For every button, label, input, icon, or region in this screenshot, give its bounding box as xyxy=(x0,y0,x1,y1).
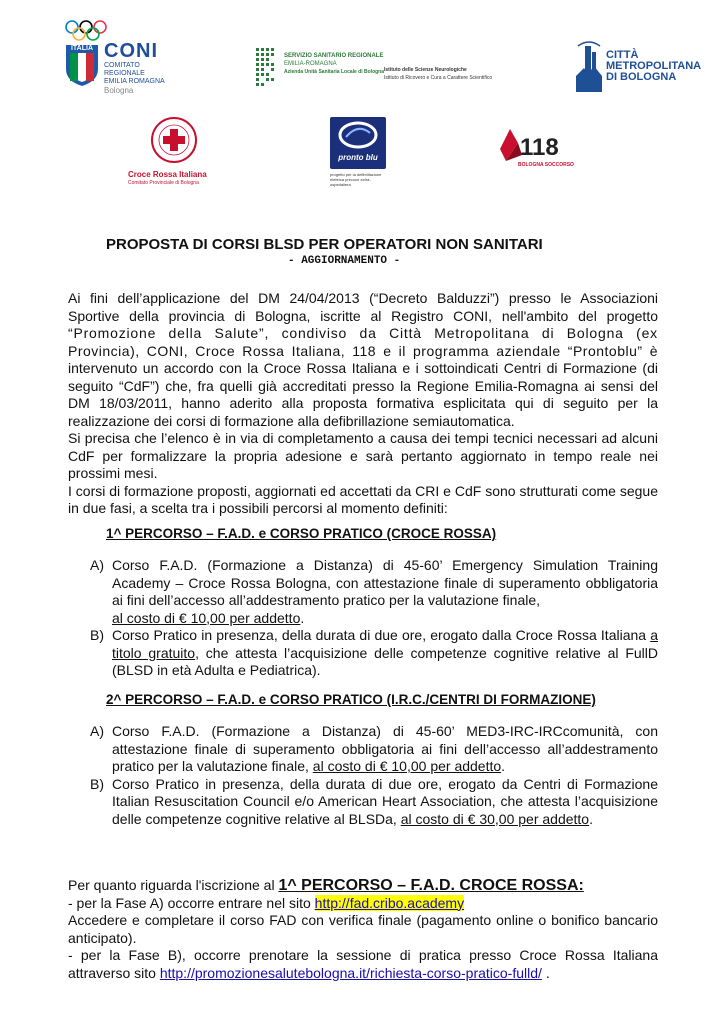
intro-line-4: Provincia), CONI, Croce Rossa Italiana, 118 e il programma aziendale “Prontoblu” è xyxy=(68,342,658,359)
fase-a-line: - per la Fase A) occorre entrare nel sito http://fad.cribo.academy xyxy=(68,894,465,911)
prontoblu-title: pronto blu xyxy=(338,153,378,162)
iscrizione-lead: Per quanto riguarda l'iscrizione al 1^ PERCORSO – F.A.D. CROCE ROSSA: xyxy=(68,877,584,894)
star-of-life-icon xyxy=(496,125,576,167)
tower-emblem-icon xyxy=(574,40,604,94)
list-item: A) Corso F.A.D. (Formazione a Distanza) di 45-60’ MED3-IRC-IRCcomunità, con attestazione finale di superamento obbligatoria ai fini dell’accesso all’addestramento pratico per la valutazione finale, al costo di € 10,00 per addetto. xyxy=(90,723,658,774)
percorso1-list xyxy=(90,557,658,680)
list-label: B) xyxy=(90,775,104,792)
coni-subtitle: COMITATO REGIONALE EMILIA ROMAGNA xyxy=(104,62,165,85)
prontoblu-subtitle: progetto per la defibrillazione elettrica precoce extra-ospedaliera xyxy=(330,172,382,187)
coni-italia-label: ITALIA xyxy=(70,45,94,52)
prontoblu-swirl-icon xyxy=(330,117,386,153)
percorso2-list xyxy=(90,723,658,828)
e118-number: 118 xyxy=(520,134,559,161)
coni-wordmark: CONI xyxy=(104,40,158,62)
percorso2-a-text: Corso F.A.D. (Formazione a Distanza) di 45-60’ MED3-IRC-IRCcomunità, con attestazione finale di superamento obbligatoria ai fini dell’accesso all’addestramento pratico per la valutazione finale, xyxy=(112,723,658,774)
intro-p2: Si precisa che l’elenco è in via di completamento a causa dei tempi tecnici necessari ad alcuni CdF per formalizzare la propria adesione e sarà pertanto aggiornato in tempo reale nei prossimi mesi. xyxy=(68,430,658,481)
percorso2-b-cost: al costo di € 30,00 per addetto xyxy=(400,810,590,827)
cri-subtitle: Comitato Provinciale di Bologna xyxy=(128,180,199,186)
percorso1-b-text2: , che attesta l’acquisizione delle competenze cognitive relative al FullD (BLSD in età Adulta e Pediatrica). xyxy=(112,644,658,678)
red-cross-icon xyxy=(150,116,198,164)
percorso1-b-free: a titolo gratuito xyxy=(112,627,659,661)
citta-text: CITTÀ METROPOLITANA DI BOLOGNA xyxy=(606,49,702,83)
list-item xyxy=(90,627,658,680)
intro-line-3: “Promozione della Salute”, condiviso da Città Metropolitana di Bologna (ex xyxy=(68,325,658,341)
coni-city: Bologna xyxy=(104,86,134,95)
percorso2-b-text: Corso Pratico in presenza, della durata di due ore, erogato da Centri di Formazione Italian Resuscitation Council e/o American Heart Association, che attesta l’acquisizione delle competenze cognitive relative al BLSDa, xyxy=(112,775,658,827)
iscrizione-section xyxy=(68,877,658,982)
page-title: PROPOSTA DI CORSI BLSD PER OPERATORI NON SANITARI xyxy=(106,236,543,253)
list-label: A) xyxy=(90,723,104,739)
fase-b-line: - per la Fase B), occorre prenotare la sessione di pratica presso Croce Rossa Italiana attraverso sito http://promozionesalutebologna.it/richiesta-corso-pratico-fulld/ . xyxy=(68,947,658,981)
intro-paragraph xyxy=(68,290,658,518)
ins-text: Istituto delle Scienze Neurologiche Istituto di Ricovero e Cura a Carattere Scientifico xyxy=(384,67,493,81)
percorso1-b-text1: Corso Pratico in presenza, della durata di due ore, erogato dalla Croce Rossa Italiana xyxy=(112,627,647,643)
iscrizione-big: 1^ PERCORSO – F.A.D. CROCE ROSSA: xyxy=(278,877,584,894)
intro-p3: I corsi di formazione proposti, aggiornati ed accettati da CRI e CdF sono strutturati come segue in due fasi, a scelta tra i possibili percorsi al momento definiti: xyxy=(68,482,658,516)
list-item: A) Corso F.A.D. (Formazione a Distanza) di 45-60’ Emergency Simulation Training Academy – Croce Rossa Bologna, con attestazione finale di superamento obbligatoria ai fini dell’accesso all’addestramento pratico per la valutazione finale, al costo di € 10,00 per addetto. xyxy=(90,557,658,626)
percorso1-heading: 1^ PERCORSO – F.A.D. e CORSO PRATICO (CROCE ROSSA) xyxy=(106,526,497,541)
list-label: B) xyxy=(90,627,104,643)
e118-subtitle: BOLOGNA SOCCORSO xyxy=(518,162,574,168)
intro-rest: intervenuto un accordo con la Croce Rossa Italiana e i sottoindicati Centri di Formazione (di seguito “CdF”) che, fra quelli già accreditati presso la Regione Emilia-Romagna ai sensi del DM 18/03/2011, hanno aderito alla proposta formativa esplicitata qui di seguito per la realizzazione dei corsi di formazione alla defibrillazione semiautomatica. xyxy=(68,360,658,429)
ssr-dots-icon xyxy=(256,48,278,88)
percorso1-a-cost: al costo di € 10,00 per addetto xyxy=(112,609,301,626)
page-subtitle: - AGGIORNAMENTO - xyxy=(288,255,401,267)
cri-title: Croce Rossa Italiana xyxy=(128,170,207,179)
list-item: B) Corso Pratico in presenza, della durata di due ore, erogato da Centri di Formazione Italian Resuscitation Council e/o American Heart Association, che attesta l’acquisizione delle competenze cognitive relative al BLSDa, al costo di € 30,00 per addetto. xyxy=(90,775,658,827)
ssr-text: SERVIZIO SANITARIO REGIONALE EMILIA-ROMAGNA Azienda Unità Sanitaria Locale di Bologna xyxy=(284,53,385,75)
intro-line-2: Sportive della provincia di Bologna, iscritte al Registro CONI, nell'ambito del progetto xyxy=(68,307,658,324)
intro-line-1: Ai fini dell’applicazione del DM 24/04/2013 (“Decreto Balduzzi”) presso le Associazioni xyxy=(68,290,658,306)
percorso2-heading: 2^ PERCORSO – F.A.D. e CORSO PRATICO (I.R.C./CENTRI DI FORMAZIONE) xyxy=(106,692,596,707)
percorso1-a-text: Corso F.A.D. (Formazione a Distanza) di 45-60’ Emergency Simulation Training Academy – Croce Rossa Bologna, con attestazione finale di superamento obbligatoria ai fini dell’accesso all’addestramento pratico per la valutazione finale, xyxy=(112,557,658,608)
list-label: A) xyxy=(90,557,104,573)
fad-instructions: Accedere e completare il corso FAD con verifica finale (pagamento online o bonifico bancario anticipato). xyxy=(68,912,658,946)
promozione-salute-link[interactable]: http://promozionesalutebologna.it/richiesta-corso-pratico-fulld/ xyxy=(159,964,542,981)
fad-cribo-link[interactable]: http://fad.cribo.academy xyxy=(314,894,465,911)
percorso2-a-cost: al costo di € 10,00 per addetto xyxy=(312,758,502,774)
olympic-rings-icon xyxy=(64,20,136,42)
